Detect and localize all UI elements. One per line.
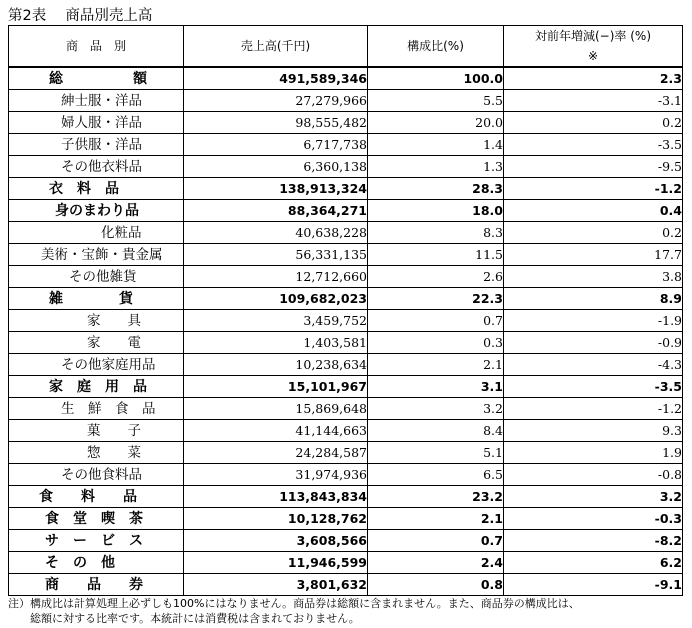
row-yoy: 17.7 (504, 244, 683, 266)
row-sales: 3,801,632 (184, 574, 368, 596)
row-yoy: -0.8 (504, 464, 683, 486)
row-yoy: -8.2 (504, 530, 683, 552)
row-share: 0.7 (368, 310, 504, 332)
row-sales: 113,843,834 (184, 486, 368, 508)
row-share: 18.0 (368, 200, 504, 222)
row-sales: 12,712,660 (184, 266, 368, 288)
row-yoy: -3.1 (504, 90, 683, 112)
table-row (9, 222, 683, 244)
row-yoy: 1.9 (504, 442, 683, 464)
row-category: 衣 料 品 (9, 178, 184, 200)
table-row (9, 398, 683, 420)
row-sales: 1,403,581 (184, 332, 368, 354)
row-share: 0.7 (368, 530, 504, 552)
row-category: 家 庭 用 品 (9, 376, 184, 398)
row-sales: 88,364,271 (184, 200, 368, 222)
table-row (9, 442, 683, 464)
row-share: 28.3 (368, 178, 504, 200)
row-category: 子供服・洋品 (9, 134, 184, 156)
row-sales: 491,589,346 (184, 67, 368, 90)
row-category: 雑 貨 (9, 288, 184, 310)
footnote-line-1: 注）構成比は計算処理上必ずしも100%にはなりません。商品券は総額に含まれません。また、商品券の構成比は、 (8, 597, 580, 610)
row-category: 美術・宝飾・貴金属 (9, 244, 184, 266)
table-row (9, 134, 683, 156)
header-share: 構成比(%) (368, 26, 504, 68)
header-sales: 売上高(千円) (184, 26, 368, 68)
table-row (9, 112, 683, 134)
row-category: その他衣料品 (9, 156, 184, 178)
row-share: 1.4 (368, 134, 504, 156)
row-yoy: -9.5 (504, 156, 683, 178)
table-row (9, 486, 683, 508)
table-title: 第2表 商品別売上高 (8, 8, 153, 24)
table-body (9, 67, 683, 596)
row-sales: 24,284,587 (184, 442, 368, 464)
row-category: 家 電 (9, 332, 184, 354)
table-row (9, 90, 683, 112)
row-yoy: 0.4 (504, 200, 683, 222)
row-sales: 10,238,634 (184, 354, 368, 376)
row-category: 食 料 品 (9, 486, 184, 508)
table-row (9, 552, 683, 574)
row-yoy: -3.5 (504, 376, 683, 398)
row-yoy: -1.2 (504, 178, 683, 200)
row-category: 商 品 券 (9, 574, 184, 596)
table-row (9, 178, 683, 200)
row-sales: 40,638,228 (184, 222, 368, 244)
row-category: そ の 他 (9, 552, 184, 574)
row-share: 2.1 (368, 354, 504, 376)
row-yoy: -1.2 (504, 398, 683, 420)
table-row (9, 530, 683, 552)
row-share: 20.0 (368, 112, 504, 134)
row-sales: 3,459,752 (184, 310, 368, 332)
table-row (9, 354, 683, 376)
row-sales: 31,974,936 (184, 464, 368, 486)
row-category: 化粧品 (9, 222, 184, 244)
row-share: 8.3 (368, 222, 504, 244)
row-category: 紳士服・洋品 (9, 90, 184, 112)
row-sales: 11,946,599 (184, 552, 368, 574)
row-share: 3.1 (368, 376, 504, 398)
table-row (9, 310, 683, 332)
header-yoy-note-mark: ※ (587, 49, 599, 63)
header-yoy-label: 対前年増減(−)率 (%) (535, 29, 651, 43)
row-share: 0.8 (368, 574, 504, 596)
row-share: 1.3 (368, 156, 504, 178)
sales-by-product-table (8, 25, 683, 596)
footnote (8, 597, 580, 626)
table-row (9, 376, 683, 398)
row-sales: 15,101,967 (184, 376, 368, 398)
row-sales: 3,608,566 (184, 530, 368, 552)
row-sales: 15,869,648 (184, 398, 368, 420)
row-yoy: 9.3 (504, 420, 683, 442)
row-sales: 6,717,738 (184, 134, 368, 156)
table-row (9, 420, 683, 442)
row-category: 菓 子 (9, 420, 184, 442)
row-sales: 56,331,135 (184, 244, 368, 266)
row-yoy: 3.8 (504, 266, 683, 288)
row-yoy: -0.9 (504, 332, 683, 354)
row-sales: 27,279,966 (184, 90, 368, 112)
row-yoy: -1.9 (504, 310, 683, 332)
row-yoy: 3.2 (504, 486, 683, 508)
row-yoy: -0.3 (504, 508, 683, 530)
row-share: 100.0 (368, 67, 504, 90)
row-share: 5.5 (368, 90, 504, 112)
row-sales: 98,555,482 (184, 112, 368, 134)
row-yoy: 0.2 (504, 222, 683, 244)
row-share: 11.5 (368, 244, 504, 266)
table-row (9, 67, 683, 90)
row-sales: 10,128,762 (184, 508, 368, 530)
row-yoy: 0.2 (504, 112, 683, 134)
row-yoy: 6.2 (504, 552, 683, 574)
row-sales: 6,360,138 (184, 156, 368, 178)
row-share: 8.4 (368, 420, 504, 442)
row-share: 2.6 (368, 266, 504, 288)
row-category: 生 鮮 食 品 (9, 398, 184, 420)
row-share: 6.5 (368, 464, 504, 486)
row-share: 3.2 (368, 398, 504, 420)
table-row (9, 288, 683, 310)
row-category: 家 具 (9, 310, 184, 332)
row-category: 惣 菜 (9, 442, 184, 464)
row-yoy: -4.3 (504, 354, 683, 376)
row-sales: 138,913,324 (184, 178, 368, 200)
table-row (9, 574, 683, 596)
row-category: その他家庭用品 (9, 354, 184, 376)
table-row (9, 200, 683, 222)
table-row (9, 464, 683, 486)
row-yoy: -9.1 (504, 574, 683, 596)
row-category: サ ー ビ ス (9, 530, 184, 552)
row-yoy: 2.3 (504, 67, 683, 90)
table-row (9, 266, 683, 288)
row-category: 婦人服・洋品 (9, 112, 184, 134)
row-category: 食 堂 喫 茶 (9, 508, 184, 530)
row-share: 2.4 (368, 552, 504, 574)
row-share: 0.3 (368, 332, 504, 354)
row-share: 5.1 (368, 442, 504, 464)
table-row (9, 508, 683, 530)
table-row (9, 156, 683, 178)
row-category: 身のまわり品 (9, 200, 184, 222)
row-yoy: 8.9 (504, 288, 683, 310)
row-share: 22.3 (368, 288, 504, 310)
row-category: 総 額 (9, 67, 184, 90)
row-sales: 41,144,663 (184, 420, 368, 442)
row-category: その他食料品 (9, 464, 184, 486)
row-sales: 109,682,023 (184, 288, 368, 310)
table-row (9, 244, 683, 266)
row-share: 23.2 (368, 486, 504, 508)
footnote-line-2: 総額に対する比率です。本統計には消費税は含まれておりません。 (8, 611, 360, 625)
header-category: 商 品 別 (9, 26, 184, 68)
header-row (9, 26, 683, 68)
table-row (9, 332, 683, 354)
header-yoy (504, 26, 683, 68)
row-category: その他雑貨 (9, 266, 184, 288)
row-share: 2.1 (368, 508, 504, 530)
row-yoy: -3.5 (504, 134, 683, 156)
